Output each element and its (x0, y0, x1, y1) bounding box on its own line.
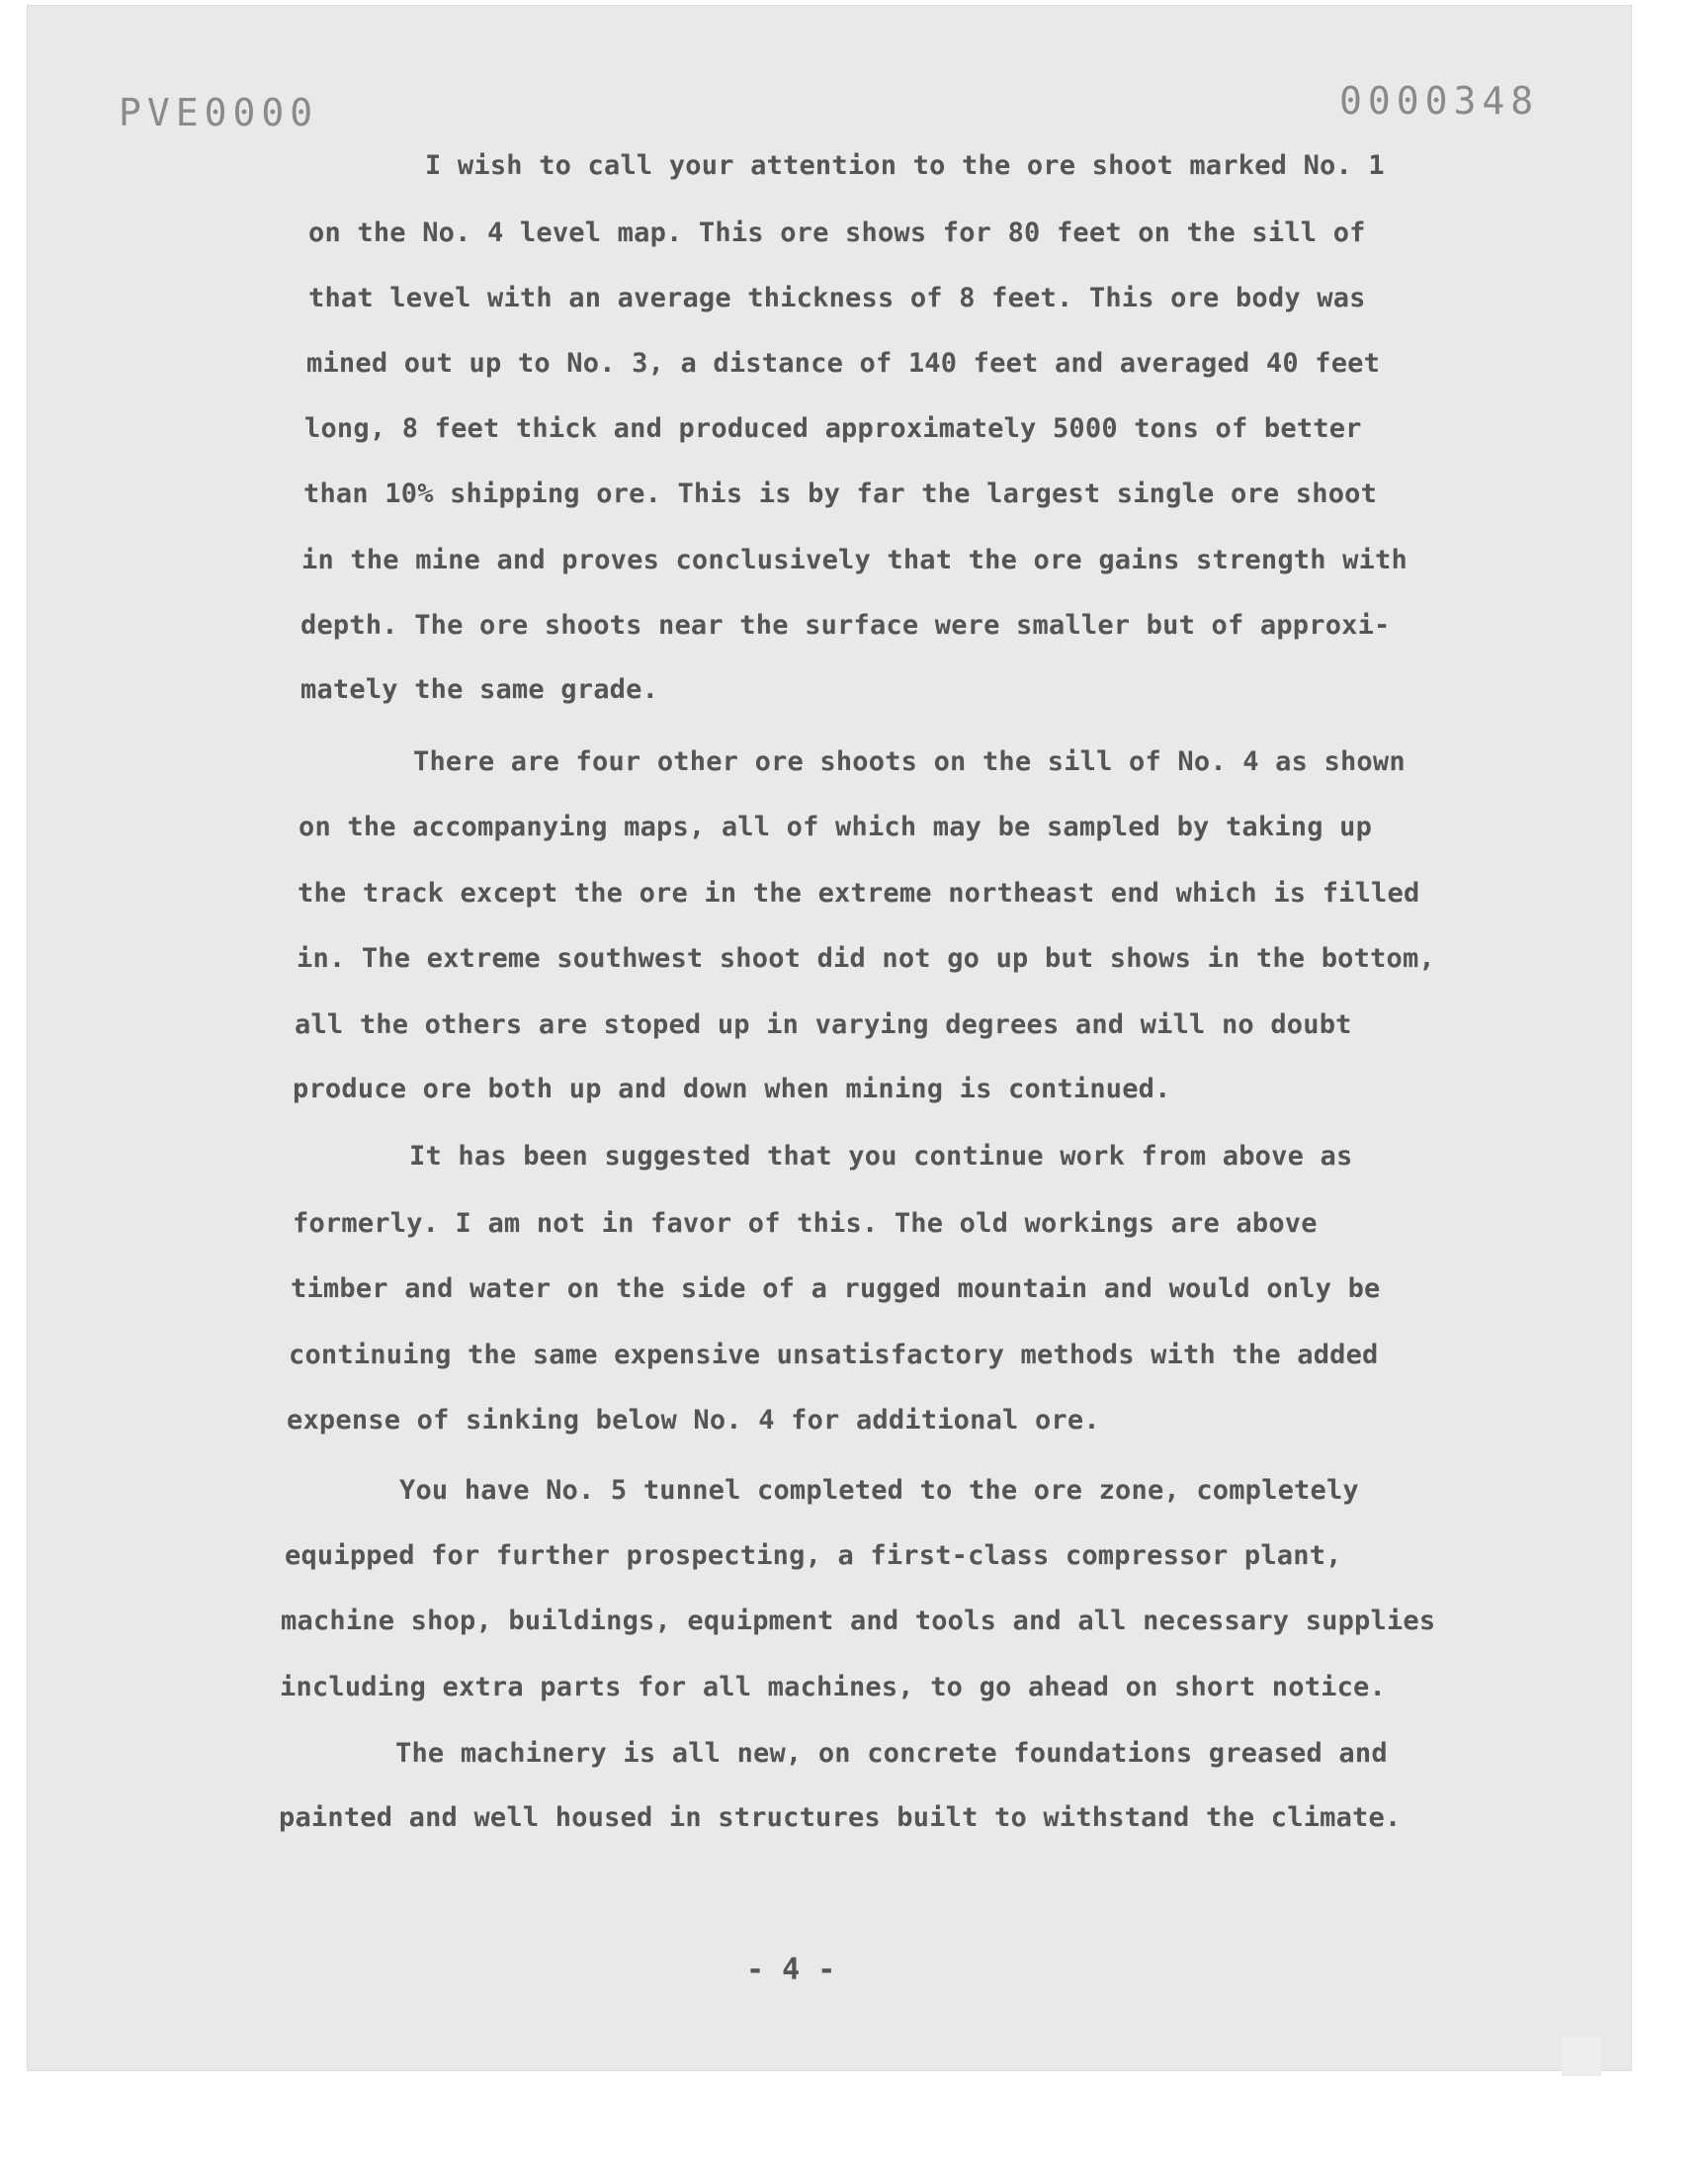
text-line: formerly. I am not in favor of this. The old workings are above (293, 1208, 1318, 1239)
bates-stamp-left: PVE0000 (119, 91, 319, 134)
text-line: equipped for further prospecting, a first-class compressor plant, (285, 1540, 1342, 1571)
text-line: painted and well housed in structures built to withstand the climate. (279, 1802, 1402, 1833)
text-line: It has been suggested that you continue work from above as (409, 1141, 1353, 1172)
text-line: mined out up to No. 3, a distance of 140 feet and averaged 40 feet (306, 348, 1381, 379)
text-line: on the No. 4 level map. This ore shows for 80 feet on the sill of (308, 218, 1366, 248)
text-line: in. The extreme southwest shoot did not go up but shows in the bottom, (297, 943, 1435, 974)
text-line: depth. The ore shoots near the surface were smaller but of approxi- (300, 610, 1391, 641)
text-line: timber and water on the side of a rugged mountain and would only be (291, 1273, 1381, 1304)
text-line: mately the same grade. (300, 674, 659, 705)
bates-stamp-right: 0000348 (1339, 79, 1540, 123)
page-number: - 4 - (746, 1953, 836, 1987)
text-line: on the accompanying maps, all of which may be sampled by taking up (299, 812, 1373, 842)
text-line: The machinery is all new, on concrete foundations greased and (395, 1738, 1388, 1769)
text-line: continuing the same expensive unsatisfactory methods with the added (289, 1340, 1379, 1370)
text-line: expense of sinking below No. 4 for additional ore. (287, 1405, 1100, 1436)
text-line: all the others are stoped up in varying degrees and will no doubt (295, 1009, 1352, 1040)
text-line: long, 8 feet thick and produced approximately 5000 tons of better (304, 413, 1362, 444)
page-corner (1562, 2037, 1601, 2076)
text-line: that level with an average thickness of 8 feet. This ore body was (308, 283, 1366, 313)
text-line: machine shop, buildings, equipment and tools and all necessary supplies (281, 1606, 1436, 1636)
text-line: produce ore both up and down when mining is continued. (293, 1074, 1171, 1104)
text-line: in the mine and proves conclusively that the ore gains strength with (301, 545, 1408, 575)
text-line: You have No. 5 tunnel completed to the ore zone, completely (399, 1475, 1359, 1506)
text-line: the track except the ore in the extreme northeast end which is filled (298, 878, 1420, 909)
text-line: including extra parts for all machines, to go ahead on short notice. (280, 1672, 1386, 1702)
text-line: than 10% shipping ore. This is by far the largest single ore shoot (303, 478, 1378, 509)
text-line: I wish to call your attention to the ore shoot marked No. 1 (425, 150, 1385, 181)
text-line: There are four other ore shoots on the sill of No. 4 as shown (413, 746, 1406, 777)
